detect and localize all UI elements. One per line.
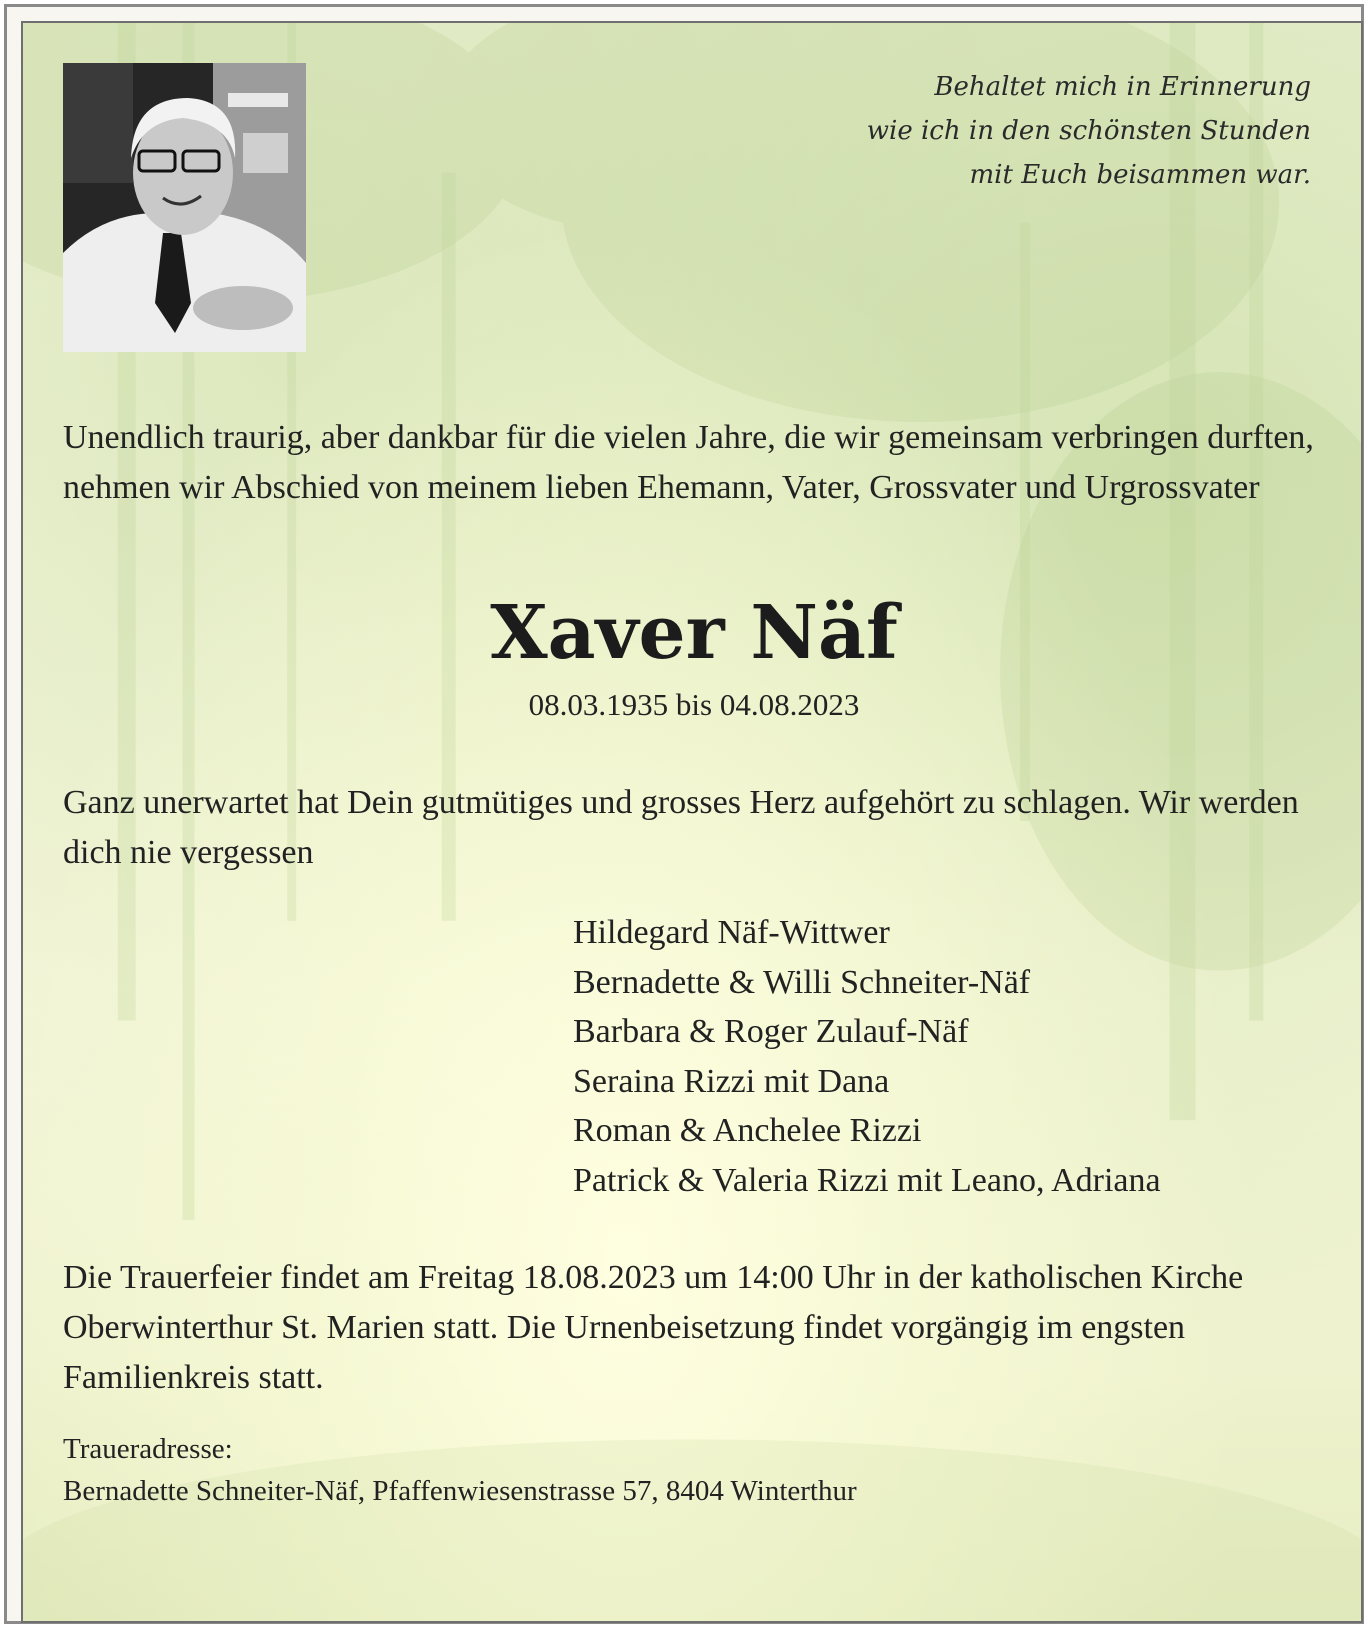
mourner-entry: Patrick & Valeria Rizzi mit Leano, Adriana — [573, 1161, 1161, 1199]
mourner-entry: Roman & Anchelee Rizzi — [573, 1112, 922, 1149]
mourner-entry: Bernadette & Willi Schneiter-Näf — [573, 963, 1031, 1001]
motto-line: mit Euch beisammen war. — [969, 160, 1311, 190]
mourner-entry: Barbara & Roger Zulauf-Näf — [573, 1013, 969, 1050]
life-dates: 08.03.1935 bis 04.08.2023 — [528, 687, 860, 722]
deceased-name: Xaver Näf — [490, 590, 898, 676]
portrait-photo-icon — [63, 63, 306, 352]
portrait-photo — [63, 63, 306, 352]
ceremony-info: Die Trauerfeier findet am Freitag 18.08.2023 um 14:00 Uhr in der katholischen Kirche Oberwinterthur St. Marien statt. Die Urnenbeisetzung findet vorgängig im engsten Familienkreis statt. — [63, 1259, 1244, 1396]
address-value: Bernadette Schneiter-Näf, Pfaffenwiesenstrasse 57, 8404 Winterthur — [63, 1475, 857, 1507]
mourning-address — [63, 1428, 1333, 1512]
intro-text: Unendlich traurig, aber dankbar für die vielen Jahre, die wir gemeinsam verbringen durften, nehmen wir Abschied von meinem lieben Ehemann, Vater, Grossvater und Urgrossvater — [63, 419, 1314, 506]
farewell-message: Ganz unerwartet hat Dein gutmütiges und grosses Herz aufgehört zu schlagen. Wir werden dich nie vergessen — [63, 784, 1299, 871]
mourners-list — [573, 908, 1161, 1205]
mourner-entry: Seraina Rizzi mit Dana — [573, 1062, 890, 1100]
motto-line: wie ich in den schönsten Stunden — [866, 116, 1311, 146]
mourner-entry: Hildegard Näf-Wittwer — [573, 914, 890, 951]
outer-frame — [4, 4, 1364, 1624]
address-label: Traueradresse: — [63, 1433, 233, 1465]
motto-line: Behaltet mich in Erinnerung — [934, 72, 1311, 102]
motto-quote — [867, 65, 1311, 197]
obituary-card — [21, 21, 1363, 1623]
